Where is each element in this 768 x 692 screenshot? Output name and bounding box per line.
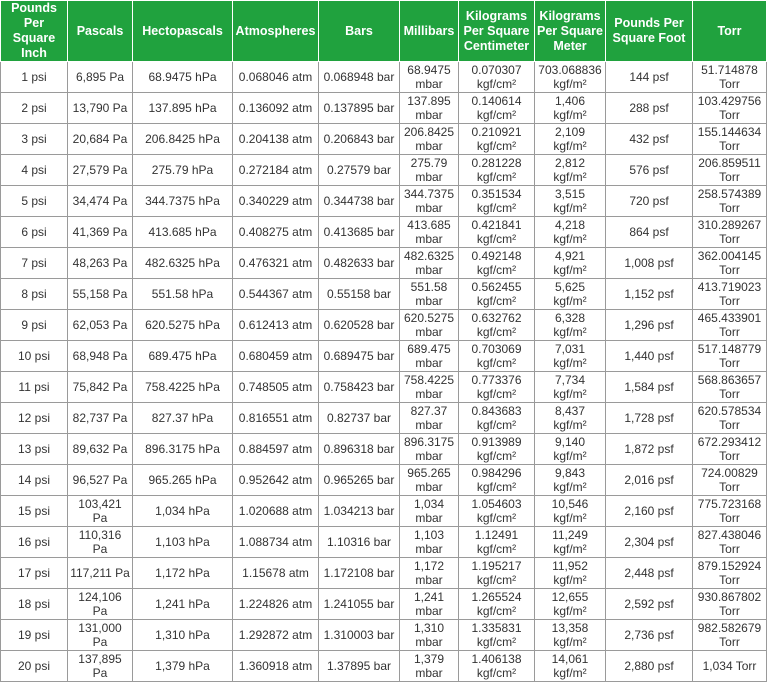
- cell-pascals: 131,000 Pa: [68, 620, 133, 651]
- cell-pascals: 27,579 Pa: [68, 155, 133, 186]
- cell-kgf-per-m2: 2,109 kgf/m²: [535, 124, 606, 155]
- cell-millibars: 482.6325 mbar: [400, 248, 459, 279]
- cell-kgf-per-m2: 11,952 kgf/m²: [535, 558, 606, 589]
- column-header-psf: Pounds Per Square Foot: [606, 1, 693, 62]
- cell-hectopascals: 68.9475 hPa: [133, 62, 233, 93]
- cell-pascals: 62,053 Pa: [68, 310, 133, 341]
- cell-atmospheres: 1.224826 atm: [233, 589, 319, 620]
- cell-pascals: 89,632 Pa: [68, 434, 133, 465]
- cell-torr: 620.578534 Torr: [693, 403, 767, 434]
- column-header-hectopascals: Hectopascals: [133, 1, 233, 62]
- cell-psf: 2,448 psf: [606, 558, 693, 589]
- cell-psi: 10 psi: [1, 341, 68, 372]
- cell-psf: 144 psf: [606, 62, 693, 93]
- cell-psi: 5 psi: [1, 186, 68, 217]
- cell-atmospheres: 0.952642 atm: [233, 465, 319, 496]
- cell-kgf-per-m2: 4,218 kgf/m²: [535, 217, 606, 248]
- cell-psi: 14 psi: [1, 465, 68, 496]
- cell-pascals: 82,737 Pa: [68, 403, 133, 434]
- cell-psi: 3 psi: [1, 124, 68, 155]
- cell-torr: 827.438046 Torr: [693, 527, 767, 558]
- cell-bars: 0.758423 bar: [319, 372, 400, 403]
- cell-bars: 0.965265 bar: [319, 465, 400, 496]
- cell-pascals: 137,895 Pa: [68, 651, 133, 682]
- table-body: [1, 62, 767, 682]
- cell-psi: 6 psi: [1, 217, 68, 248]
- cell-torr: 1,034 Torr: [693, 651, 767, 682]
- cell-atmospheres: 0.136092 atm: [233, 93, 319, 124]
- cell-kgf-per-m2: 1,406 kgf/m²: [535, 93, 606, 124]
- cell-hectopascals: 137.895 hPa: [133, 93, 233, 124]
- table-row: [1, 155, 767, 186]
- cell-millibars: 620.5275 mbar: [400, 310, 459, 341]
- cell-atmospheres: 0.680459 atm: [233, 341, 319, 372]
- cell-millibars: 413.685 mbar: [400, 217, 459, 248]
- cell-bars: 0.82737 bar: [319, 403, 400, 434]
- cell-millibars: 689.475 mbar: [400, 341, 459, 372]
- cell-hectopascals: 482.6325 hPa: [133, 248, 233, 279]
- cell-pascals: 75,842 Pa: [68, 372, 133, 403]
- column-header-pascals: Pascals: [68, 1, 133, 62]
- cell-bars: 0.482633 bar: [319, 248, 400, 279]
- cell-psi: 20 psi: [1, 651, 68, 682]
- cell-millibars: 1,172 mbar: [400, 558, 459, 589]
- cell-kgf-per-m2: 12,655 kgf/m²: [535, 589, 606, 620]
- cell-pascals: 55,158 Pa: [68, 279, 133, 310]
- cell-psf: 1,440 psf: [606, 341, 693, 372]
- cell-hectopascals: 620.5275 hPa: [133, 310, 233, 341]
- cell-psi: 8 psi: [1, 279, 68, 310]
- cell-kgf-per-cm2: 0.843683 kgf/cm²: [459, 403, 535, 434]
- cell-kgf-per-m2: 10,546 kgf/m²: [535, 496, 606, 527]
- cell-kgf-per-cm2: 0.913989 kgf/cm²: [459, 434, 535, 465]
- cell-psf: 720 psf: [606, 186, 693, 217]
- cell-torr: 362.004145 Torr: [693, 248, 767, 279]
- cell-kgf-per-cm2: 0.562455 kgf/cm²: [459, 279, 535, 310]
- cell-kgf-per-cm2: 0.351534 kgf/cm²: [459, 186, 535, 217]
- table-row: [1, 310, 767, 341]
- cell-kgf-per-cm2: 1.406138 kgf/cm²: [459, 651, 535, 682]
- cell-torr: 51.714878 Torr: [693, 62, 767, 93]
- cell-millibars: 206.8425 mbar: [400, 124, 459, 155]
- cell-bars: 0.689475 bar: [319, 341, 400, 372]
- cell-millibars: 1,379 mbar: [400, 651, 459, 682]
- table-row: [1, 434, 767, 465]
- cell-psf: 1,584 psf: [606, 372, 693, 403]
- cell-bars: 0.068948 bar: [319, 62, 400, 93]
- cell-bars: 1.241055 bar: [319, 589, 400, 620]
- cell-atmospheres: 0.544367 atm: [233, 279, 319, 310]
- cell-psi: 11 psi: [1, 372, 68, 403]
- cell-atmospheres: 1.15678 atm: [233, 558, 319, 589]
- cell-kgf-per-m2: 9,843 kgf/m²: [535, 465, 606, 496]
- column-header-atmospheres: Atmospheres: [233, 1, 319, 62]
- cell-kgf-per-m2: 7,031 kgf/m²: [535, 341, 606, 372]
- column-header-torr: Torr: [693, 1, 767, 62]
- cell-millibars: 68.9475 mbar: [400, 62, 459, 93]
- cell-millibars: 137.895 mbar: [400, 93, 459, 124]
- table-row: [1, 62, 767, 93]
- cell-psi: 4 psi: [1, 155, 68, 186]
- cell-torr: 155.144634 Torr: [693, 124, 767, 155]
- cell-pascals: 103,421 Pa: [68, 496, 133, 527]
- cell-pascals: 68,948 Pa: [68, 341, 133, 372]
- cell-hectopascals: 1,034 hPa: [133, 496, 233, 527]
- cell-bars: 1.172108 bar: [319, 558, 400, 589]
- cell-kgf-per-m2: 5,625 kgf/m²: [535, 279, 606, 310]
- cell-psi: 2 psi: [1, 93, 68, 124]
- cell-psf: 2,736 psf: [606, 620, 693, 651]
- cell-atmospheres: 0.408275 atm: [233, 217, 319, 248]
- cell-kgf-per-cm2: 0.281228 kgf/cm²: [459, 155, 535, 186]
- cell-bars: 0.55158 bar: [319, 279, 400, 310]
- cell-pascals: 6,895 Pa: [68, 62, 133, 93]
- table-row: [1, 186, 767, 217]
- cell-kgf-per-cm2: 0.703069 kgf/cm²: [459, 341, 535, 372]
- cell-kgf-per-m2: 4,921 kgf/m²: [535, 248, 606, 279]
- cell-kgf-per-cm2: 0.773376 kgf/cm²: [459, 372, 535, 403]
- cell-millibars: 275.79 mbar: [400, 155, 459, 186]
- cell-kgf-per-m2: 6,328 kgf/m²: [535, 310, 606, 341]
- table-row: [1, 558, 767, 589]
- cell-hectopascals: 965.265 hPa: [133, 465, 233, 496]
- cell-kgf-per-cm2: 0.492148 kgf/cm²: [459, 248, 535, 279]
- cell-hectopascals: 1,310 hPa: [133, 620, 233, 651]
- table-row: [1, 527, 767, 558]
- cell-hectopascals: 1,172 hPa: [133, 558, 233, 589]
- cell-psf: 2,160 psf: [606, 496, 693, 527]
- cell-pascals: 48,263 Pa: [68, 248, 133, 279]
- cell-bars: 0.206843 bar: [319, 124, 400, 155]
- table-row: [1, 496, 767, 527]
- cell-psf: 1,872 psf: [606, 434, 693, 465]
- cell-millibars: 1,103 mbar: [400, 527, 459, 558]
- column-header-kgf-per-cm2: Kilograms Per Square Centimeter: [459, 1, 535, 62]
- cell-psf: 1,008 psf: [606, 248, 693, 279]
- cell-atmospheres: 0.816551 atm: [233, 403, 319, 434]
- table-row: [1, 341, 767, 372]
- cell-atmospheres: 0.476321 atm: [233, 248, 319, 279]
- cell-pascals: 124,106 Pa: [68, 589, 133, 620]
- cell-atmospheres: 1.088734 atm: [233, 527, 319, 558]
- cell-kgf-per-m2: 13,358 kgf/m²: [535, 620, 606, 651]
- cell-hectopascals: 275.79 hPa: [133, 155, 233, 186]
- cell-kgf-per-cm2: 0.632762 kgf/cm²: [459, 310, 535, 341]
- cell-psi: 17 psi: [1, 558, 68, 589]
- cell-bars: 1.37895 bar: [319, 651, 400, 682]
- cell-atmospheres: 1.360918 atm: [233, 651, 319, 682]
- column-header-psi: Pounds Per Square Inch: [1, 1, 68, 62]
- cell-kgf-per-cm2: 0.070307 kgf/cm²: [459, 62, 535, 93]
- cell-psi: 12 psi: [1, 403, 68, 434]
- cell-millibars: 1,241 mbar: [400, 589, 459, 620]
- cell-millibars: 827.37 mbar: [400, 403, 459, 434]
- cell-atmospheres: 0.748505 atm: [233, 372, 319, 403]
- cell-bars: 0.27579 bar: [319, 155, 400, 186]
- cell-bars: 0.137895 bar: [319, 93, 400, 124]
- cell-psf: 2,880 psf: [606, 651, 693, 682]
- cell-kgf-per-m2: 11,249 kgf/m²: [535, 527, 606, 558]
- cell-psi: 15 psi: [1, 496, 68, 527]
- cell-torr: 310.289267 Torr: [693, 217, 767, 248]
- cell-torr: 568.863657 Torr: [693, 372, 767, 403]
- cell-hectopascals: 896.3175 hPa: [133, 434, 233, 465]
- cell-bars: 1.310003 bar: [319, 620, 400, 651]
- cell-kgf-per-m2: 703.068836 kgf/m²: [535, 62, 606, 93]
- cell-psf: 864 psf: [606, 217, 693, 248]
- cell-psf: 1,728 psf: [606, 403, 693, 434]
- header-row: [1, 1, 767, 62]
- cell-psf: 2,304 psf: [606, 527, 693, 558]
- cell-torr: 672.293412 Torr: [693, 434, 767, 465]
- cell-hectopascals: 344.7375 hPa: [133, 186, 233, 217]
- table-row: [1, 248, 767, 279]
- cell-millibars: 1,310 mbar: [400, 620, 459, 651]
- cell-bars: 0.620528 bar: [319, 310, 400, 341]
- cell-kgf-per-cm2: 0.140614 kgf/cm²: [459, 93, 535, 124]
- cell-millibars: 965.265 mbar: [400, 465, 459, 496]
- cell-kgf-per-cm2: 1.12491 kgf/cm²: [459, 527, 535, 558]
- cell-atmospheres: 0.884597 atm: [233, 434, 319, 465]
- cell-kgf-per-cm2: 0.984296 kgf/cm²: [459, 465, 535, 496]
- cell-psf: 432 psf: [606, 124, 693, 155]
- table-row: [1, 620, 767, 651]
- cell-millibars: 1,034 mbar: [400, 496, 459, 527]
- cell-bars: 1.10316 bar: [319, 527, 400, 558]
- cell-torr: 930.867802 Torr: [693, 589, 767, 620]
- column-header-millibars: Millibars: [400, 1, 459, 62]
- cell-psf: 1,152 psf: [606, 279, 693, 310]
- cell-pascals: 96,527 Pa: [68, 465, 133, 496]
- cell-torr: 206.859511 Torr: [693, 155, 767, 186]
- cell-atmospheres: 0.204138 atm: [233, 124, 319, 155]
- cell-kgf-per-m2: 9,140 kgf/m²: [535, 434, 606, 465]
- cell-bars: 0.344738 bar: [319, 186, 400, 217]
- cell-kgf-per-cm2: 1.265524 kgf/cm²: [459, 589, 535, 620]
- cell-torr: 775.723168 Torr: [693, 496, 767, 527]
- cell-pascals: 20,684 Pa: [68, 124, 133, 155]
- column-header-kgf-per-m2: Kilograms Per Square Meter: [535, 1, 606, 62]
- cell-pascals: 41,369 Pa: [68, 217, 133, 248]
- cell-kgf-per-m2: 2,812 kgf/m²: [535, 155, 606, 186]
- cell-pascals: 117,211 Pa: [68, 558, 133, 589]
- cell-psi: 19 psi: [1, 620, 68, 651]
- cell-millibars: 896.3175 mbar: [400, 434, 459, 465]
- cell-bars: 0.896318 bar: [319, 434, 400, 465]
- cell-psi: 7 psi: [1, 248, 68, 279]
- cell-pascals: 13,790 Pa: [68, 93, 133, 124]
- cell-atmospheres: 0.272184 atm: [233, 155, 319, 186]
- cell-psi: 18 psi: [1, 589, 68, 620]
- cell-kgf-per-cm2: 1.195217 kgf/cm²: [459, 558, 535, 589]
- cell-psf: 288 psf: [606, 93, 693, 124]
- cell-psi: 16 psi: [1, 527, 68, 558]
- cell-hectopascals: 1,379 hPa: [133, 651, 233, 682]
- cell-kgf-per-m2: 7,734 kgf/m²: [535, 372, 606, 403]
- cell-hectopascals: 206.8425 hPa: [133, 124, 233, 155]
- cell-kgf-per-m2: 3,515 kgf/m²: [535, 186, 606, 217]
- cell-atmospheres: 0.068046 atm: [233, 62, 319, 93]
- cell-pascals: 110,316 Pa: [68, 527, 133, 558]
- table-row: [1, 403, 767, 434]
- cell-kgf-per-m2: 14,061 kgf/m²: [535, 651, 606, 682]
- cell-pascals: 34,474 Pa: [68, 186, 133, 217]
- cell-hectopascals: 1,103 hPa: [133, 527, 233, 558]
- cell-torr: 413.719023 Torr: [693, 279, 767, 310]
- cell-hectopascals: 689.475 hPa: [133, 341, 233, 372]
- cell-psf: 576 psf: [606, 155, 693, 186]
- table-row: [1, 279, 767, 310]
- cell-torr: 724.00829 Torr: [693, 465, 767, 496]
- cell-hectopascals: 827.37 hPa: [133, 403, 233, 434]
- cell-torr: 103.429756 Torr: [693, 93, 767, 124]
- column-header-bars: Bars: [319, 1, 400, 62]
- cell-psi: 1 psi: [1, 62, 68, 93]
- cell-torr: 258.574389 Torr: [693, 186, 767, 217]
- table-row: [1, 217, 767, 248]
- cell-hectopascals: 413.685 hPa: [133, 217, 233, 248]
- cell-millibars: 551.58 mbar: [400, 279, 459, 310]
- cell-psf: 2,592 psf: [606, 589, 693, 620]
- cell-atmospheres: 1.292872 atm: [233, 620, 319, 651]
- cell-kgf-per-cm2: 0.210921 kgf/cm²: [459, 124, 535, 155]
- cell-kgf-per-cm2: 0.421841 kgf/cm²: [459, 217, 535, 248]
- cell-bars: 1.034213 bar: [319, 496, 400, 527]
- cell-bars: 0.413685 bar: [319, 217, 400, 248]
- table-row: [1, 372, 767, 403]
- table-row: [1, 124, 767, 155]
- cell-psf: 1,296 psf: [606, 310, 693, 341]
- cell-psi: 9 psi: [1, 310, 68, 341]
- table-row: [1, 93, 767, 124]
- cell-torr: 982.582679 Torr: [693, 620, 767, 651]
- cell-kgf-per-cm2: 1.054603 kgf/cm²: [459, 496, 535, 527]
- cell-psf: 2,016 psf: [606, 465, 693, 496]
- cell-torr: 517.148779 Torr: [693, 341, 767, 372]
- table-row: [1, 651, 767, 682]
- cell-millibars: 758.4225 mbar: [400, 372, 459, 403]
- table-header: [1, 1, 767, 62]
- cell-atmospheres: 0.340229 atm: [233, 186, 319, 217]
- cell-atmospheres: 0.612413 atm: [233, 310, 319, 341]
- cell-atmospheres: 1.020688 atm: [233, 496, 319, 527]
- table-row: [1, 465, 767, 496]
- cell-kgf-per-cm2: 1.335831 kgf/cm²: [459, 620, 535, 651]
- cell-torr: 879.152924 Torr: [693, 558, 767, 589]
- cell-psi: 13 psi: [1, 434, 68, 465]
- cell-hectopascals: 551.58 hPa: [133, 279, 233, 310]
- cell-hectopascals: 758.4225 hPa: [133, 372, 233, 403]
- cell-hectopascals: 1,241 hPa: [133, 589, 233, 620]
- cell-torr: 465.433901 Torr: [693, 310, 767, 341]
- cell-kgf-per-m2: 8,437 kgf/m²: [535, 403, 606, 434]
- table-row: [1, 589, 767, 620]
- cell-millibars: 344.7375 mbar: [400, 186, 459, 217]
